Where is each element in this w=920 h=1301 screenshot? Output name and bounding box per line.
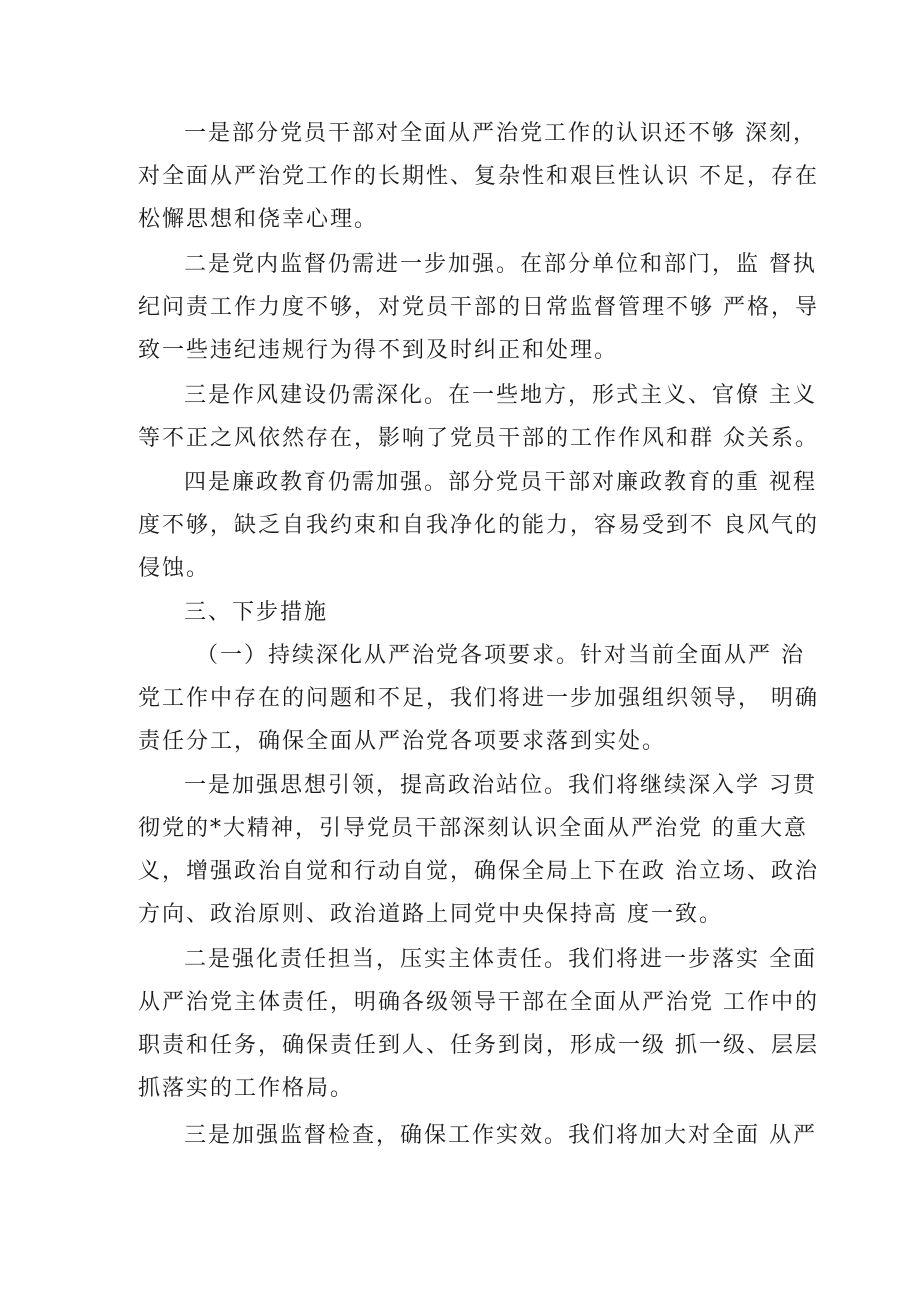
text-line: 三是加强监督检查，确保工作实效。我们将加大对全面 从严 xyxy=(184,1123,817,1148)
text-line: 三是作风建设仍需深化。在一些地方，形式主义、官僚 主义 xyxy=(184,383,817,408)
text-line: 二是党内监督仍需进一步加强。在部分单位和部门，监 督执 xyxy=(184,252,817,277)
text-line: 二是强化责任担当，压实主体责任。我们将进一步落实 全面 xyxy=(184,947,817,972)
paragraph-responsibility xyxy=(138,938,819,1110)
paragraph-measure-1 xyxy=(138,634,819,763)
text-line: 对全面从严治党工作的长期性、复杂性和艰巨性认识 不足，存在 xyxy=(138,164,819,189)
text-line: 责任分工，确保全面从严治党各项要求落到实处。 xyxy=(138,729,667,754)
paragraph-integrity-education xyxy=(138,461,819,590)
text-line: 方向、政治原则、政治道路上同党中央保持高 度一致。 xyxy=(138,902,723,927)
text-line: 一是加强思想引领，提高政治站位。我们将继续深入学 习贯 xyxy=(184,773,817,798)
text-line: 职责和任务，确保责任到人、任务到岗，形成一级 抓一级、层层 xyxy=(138,1033,819,1058)
text-line: 等不正之风依然存在，影响了党员干部的工作作风和群 众关系。 xyxy=(138,426,819,451)
paragraph-ideological-guidance xyxy=(138,764,819,936)
paragraph-inspection xyxy=(138,1114,817,1157)
text-line: 松懈思想和侥幸心理。 xyxy=(138,207,379,232)
text-line: 致一些违纪违规行为得不到及时纠正和处理。 xyxy=(138,338,619,363)
paragraph-understanding xyxy=(138,112,819,241)
text-line: 党工作中存在的问题和不足，我们将进一步加强组织领导， 明确 xyxy=(138,686,819,711)
paragraph-supervision xyxy=(138,243,819,372)
text-line: 从严治党主体责任，明确各级领导干部在全面从严治党 工作中的 xyxy=(138,990,819,1015)
text-line: 纪问责工作力度不够，对党员干部的日常监督管理不够 严格，导 xyxy=(138,295,819,320)
section-heading-next-steps xyxy=(138,591,798,634)
section-heading: 三、下步措施 xyxy=(184,600,329,625)
text-line: 度不够，缺乏自我约束和自我净化的能力，容易受到不 良风气的 xyxy=(138,513,819,538)
text-line: 四是廉政教育仍需加强。部分党员干部对廉政教育的重 视程 xyxy=(184,470,817,495)
text-line: （一）持续深化从严治党各项要求。针对当前全面从严 治 xyxy=(196,643,805,668)
text-line: 一是部分党员干部对全面从严治党工作的认识还不够 深刻， xyxy=(184,121,817,146)
paragraph-work-style xyxy=(138,374,819,460)
text-line: 抓落实的工作格局。 xyxy=(138,1076,355,1101)
text-line: 彻党的*大精神，引导党员干部深刻认识全面从严治党 的重大意 xyxy=(138,816,808,841)
text-line: 侵蚀。 xyxy=(138,556,211,581)
text-line: 义，增强政治自觉和行动自觉，确保全局上下在政 治立场、政治 xyxy=(138,859,819,884)
